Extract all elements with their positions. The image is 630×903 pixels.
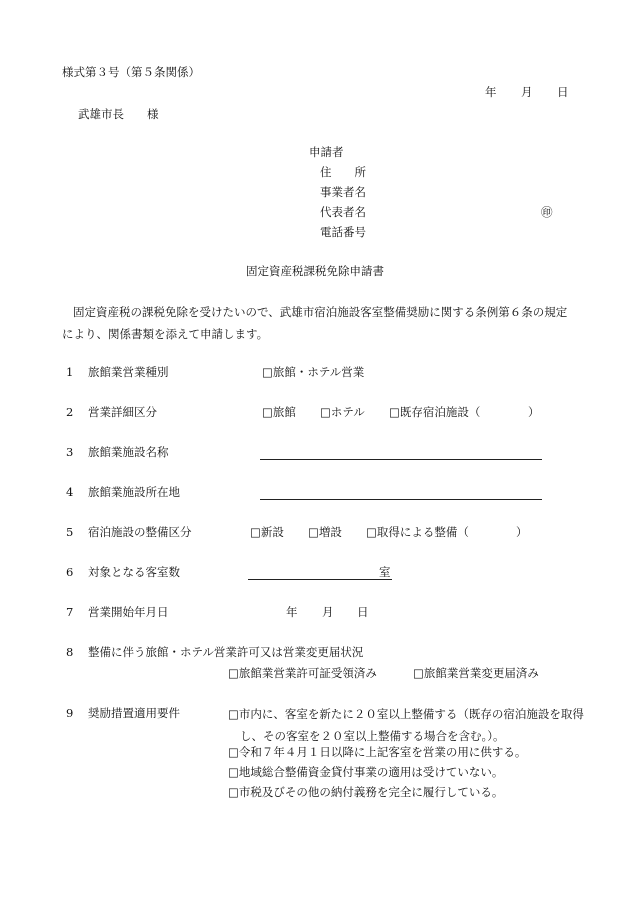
facility-address-field[interactable] bbox=[260, 499, 542, 500]
checkbox-change-notified[interactable]: □旅館業営業変更届済み bbox=[413, 666, 539, 680]
item-8-number: 8 bbox=[66, 645, 74, 659]
applicant-address-label: 住 所 bbox=[320, 165, 366, 179]
date-year: 年 bbox=[485, 85, 497, 99]
checkbox-existing-facility[interactable]: □既存宿泊施設（ bbox=[389, 405, 481, 419]
date-day: 日 bbox=[557, 85, 569, 99]
room-unit: 室 bbox=[379, 565, 391, 579]
addressee: 武雄市長 様 bbox=[78, 107, 159, 121]
start-day: 日 bbox=[357, 605, 369, 619]
item-5-close-paren: ） bbox=[516, 525, 528, 539]
checkbox-ryokan[interactable]: □旅館 bbox=[262, 405, 296, 419]
item-4-label: 旅館業施設所在地 bbox=[88, 485, 180, 499]
checkbox-extension[interactable]: □増設 bbox=[308, 525, 342, 539]
item-1-label: 旅館業営業種別 bbox=[88, 365, 169, 379]
checkbox-acquisition[interactable]: □取得による整備（ bbox=[366, 525, 469, 539]
checkbox-ryokan-hotel[interactable]: □旅館・ホテル営業 bbox=[262, 365, 365, 379]
requirement-2-checkbox[interactable]: □令和７年４月１日以降に上記客室を営業の用に供する。 bbox=[228, 745, 527, 759]
item-2-label: 営業詳細区分 bbox=[88, 405, 157, 419]
seal-mark: ㊞ bbox=[541, 205, 553, 219]
item-7-label: 営業開始年月日 bbox=[88, 605, 169, 619]
item-9-label: 奨励措置適用要件 bbox=[88, 706, 180, 720]
item-5-number: 5 bbox=[66, 525, 74, 539]
intro-paragraph: 固定資産税の課税免除を受けたいので、武雄市宿泊施設客室整備奨励に関する条例第６条の規定により、関係書類を添えて申請します。 bbox=[62, 305, 568, 341]
item-6-number: 6 bbox=[66, 565, 74, 579]
document-title: 固定資産税課税免除申請書 bbox=[246, 264, 384, 278]
item-7-number: 7 bbox=[66, 605, 74, 619]
requirement-1-checkbox[interactable]: □市内に、客室を新たに２０室以上整備する（既存の宿泊施設を取得し、その客室を２０室以上整備する場合を含む。）。 bbox=[228, 707, 584, 743]
item-2-close-paren: ） bbox=[528, 405, 540, 419]
item-4-number: 4 bbox=[66, 485, 74, 499]
item-1-number: 1 bbox=[66, 365, 74, 379]
checkbox-permit-received[interactable]: □旅館業営業許可証受領済み bbox=[228, 666, 377, 680]
applicant-business-label: 事業者名 bbox=[320, 185, 366, 199]
applicant-representative-label: 代表者名 bbox=[320, 205, 366, 219]
applicant-heading: 申請者 bbox=[309, 145, 344, 159]
item-6-label: 対象となる客室数 bbox=[88, 565, 180, 579]
item-2-number: 2 bbox=[66, 405, 74, 419]
item-9-number: 9 bbox=[66, 706, 74, 720]
checkbox-new-build[interactable]: □新設 bbox=[250, 525, 284, 539]
checkbox-hotel[interactable]: □ホテル bbox=[320, 405, 365, 419]
item-3-number: 3 bbox=[66, 445, 74, 459]
form-label: 様式第３号（第５条関係） bbox=[62, 65, 200, 79]
requirement-3-checkbox[interactable]: □地域総合整備資金貸付事業の適用は受けていない。 bbox=[228, 765, 504, 779]
item-5-label: 宿泊施設の整備区分 bbox=[88, 525, 192, 539]
item-3-label: 旅館業施設名称 bbox=[88, 445, 169, 459]
applicant-phone-label: 電話番号 bbox=[320, 225, 366, 239]
date-month: 月 bbox=[521, 85, 533, 99]
requirement-4-checkbox[interactable]: □市税及びその他の納付義務を完全に履行している。 bbox=[228, 785, 504, 799]
item-8-label: 整備に伴う旅館・ホテル営業許可又は営業変更届状況 bbox=[88, 645, 364, 659]
room-count-field[interactable] bbox=[248, 579, 392, 580]
facility-name-field[interactable] bbox=[260, 459, 542, 460]
start-year: 年 bbox=[286, 605, 298, 619]
start-month: 月 bbox=[322, 605, 334, 619]
